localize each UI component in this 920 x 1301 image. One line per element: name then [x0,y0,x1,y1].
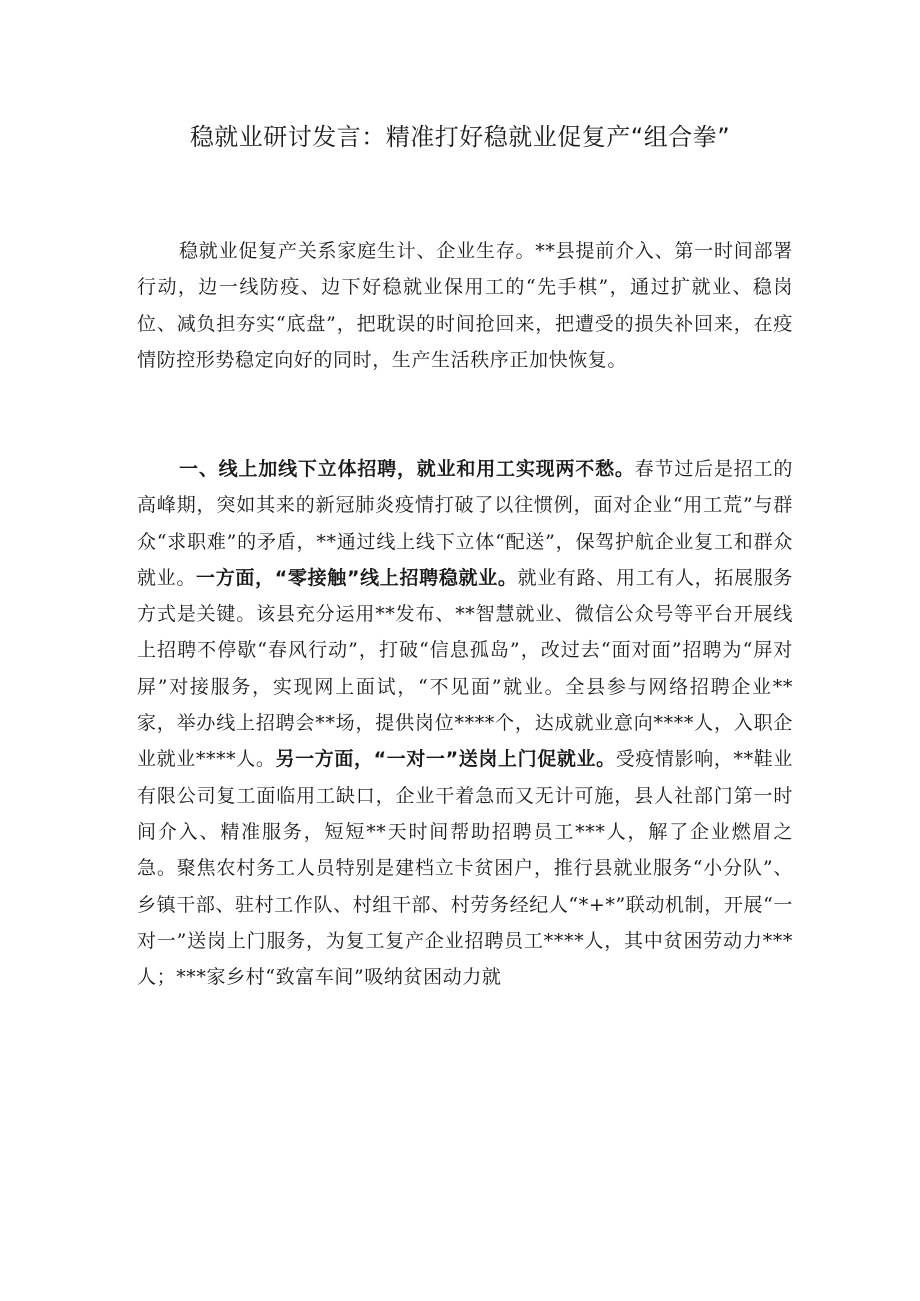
one-to-one-text: 受疫情影响，**鞋业有限公司复工面临用工缺口，企业干着急而又无计可施，县人社部门第一时间介入、精准服务，短短**天时间帮助招聘员工***人，解了企业燃眉之急。聚焦农村务工人员特别是建档立卡贫困户，推行县就业服务“小分队”、乡镇干部、驻村工作队、村组干部、村劳务经纪人“*+*”联动机制，开展“一对一”送岗上门服务，为复工复产企业招聘员工****人，其中贫困劳动力***人；***家乡村“致富车间”吸纳贫困动力就 [137,748,793,989]
section-heading: 一、线上加线下立体招聘，就业和用工实现两不愁。 [179,458,635,480]
document-title: 稳就业研讨发言：精准打好稳就业促复产“组合拳” [189,123,731,151]
subheading-online: 一方面，“零接触”线上招聘稳就业。 [196,566,518,589]
subheading-one-to-one: 另一方面，“一对一”送岗上门促就业。 [275,748,616,771]
paragraph-section-one [137,451,793,995]
section-text: 春节过后是招工的高峰期，突如其来的新冠肺炎疫情打破了以往惯例，面对企业“用工荒”与群众“求职难”的矛盾，**通过线上线下立体“配送”，保驾护航企业复工和群众就业。 [137,458,793,589]
online-text: 就业有路、用工有人，拓展服务方式是关键。该县充分运用**发布、**智慧就业、微信公众号等平台开展线上招聘不停歇“春风行动”，打破“信息孤岛”，改过去“面对面”招聘为“屏对屏”对接服务，实现网上面试，“不见面”就业。全县参与网络招聘企业**家，举办线上招聘会**场，提供岗位****个，达成就业意向****人，入职企业就业****人。 [137,566,793,771]
paragraph-intro: 稳就业促复产关系家庭生计、企业生存。**县提前介入、第一时间部署行动，边一线防疫、边下好稳就业保用工的“先手棋”，通过扩就业、稳岗位、减负担夯实“底盘”，把耽误的时间抢回来，把遭受的损失补回来，在疫情防控形势稳定向好的同时，生产生活秩序正加快恢复。 [137,240,793,371]
